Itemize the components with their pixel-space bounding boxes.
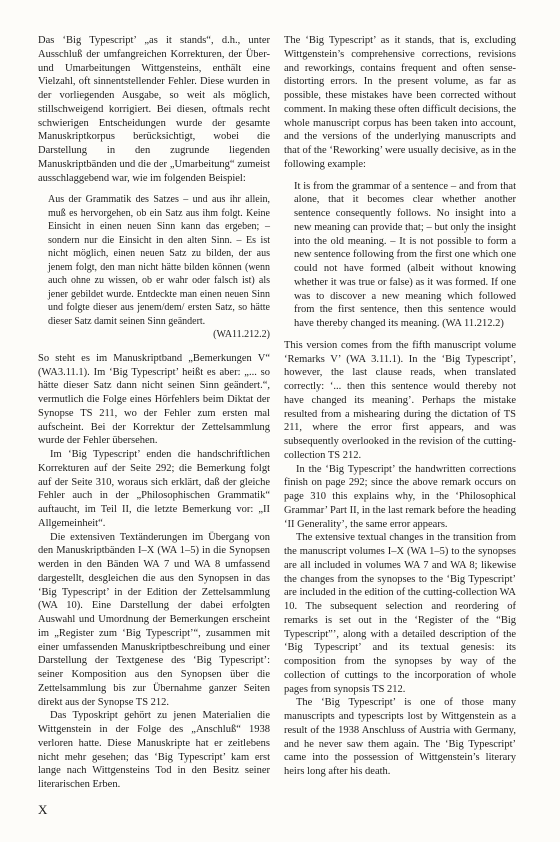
page-number: X: [38, 802, 48, 817]
german-paragraph-2: So steht es im Manuskriptband „Bemerkungen V“ (WA3.11.1). Im ‘Big Typescript’ heißt es aber: „... so hätte dieser Satz dann nicht seinen Sinn geändert.“, vermutlich die Folge eines Hörfehlers beim Diktat der Synopse TS 211, wo der Fehler zum ersten mal aufscheint. Bei der Korrektur der Zettelsammlung wurde der Fehler übersehen.: [38, 352, 270, 447]
english-paragraph-5: The ‘Big Typescript’ is one of those many manuscripts and typescripts lost by Wittgenstein as a result of the 1938 Anschluss of Austria with Germany, and he never saw them again. The ‘Big Typescript’ came into the possession of Wittgenstein’s literary heirs long after his death.: [284, 697, 516, 777]
german-block-quote: [48, 193, 270, 342]
english-block-quote: [294, 180, 516, 331]
german-quote-text: Aus der Grammatik des Satzes – und aus ihr allein, muß es hervorgehen, ob ein Satz aus ihm folgt. Keine Einsicht in einen neuen Sinn kann das ergeben; – sondern nur die Einsicht in den alten Sinn. – Es ist nicht möglich, einen neuen Satz zu bilden, der aus jenem folgt, den man nicht hätte bilden können (wenn auch ohne zu wissen, ob er wahr oder falsch ist) als jener gebildet wurde. Entdeckte man einen neuen Sinn und folgte dieser aus jenem/dem/ ersten Satz, so hätte dieser Satz damit seinen Sinn geändert.: [48, 194, 270, 327]
german-quote-reference: (WA11.212.2): [213, 329, 270, 341]
german-paragraph-5: Das Typoskript gehört zu jenen Materialien die Wittgenstein in der Folge des „Anschluß“ 1938 verloren hatte. Diese Manuskripte hat er zeitlebens nicht mehr gesehen; das ‘Big Typescript’ kam erst lange nach Wittgensteins Tod in den Besitz seiner literarischen Erben.: [38, 710, 270, 790]
english-paragraph-4: The extensive textual changes in the transition from the manuscript volumes I–X (WA 1–5) to the synopses are all included in volumes WA 7 and WA 8; likewise the changes from the synopses to the ‘Big Typescript’ are included in the edition of the cutting-collection WA 10. The subsequent selection and reordering of remarks is set out in the ‘Register of the “Big Typescript”’, along with a detailed description of the ‘Big Typescript’ and its textual genesis: its composition from the synopses by way of the collection of cuttings to the incorporation of whole pages from synopsis TS 212.: [284, 532, 516, 695]
german-paragraph-3: Im ‘Big Typescript’ enden die handschriftlichen Korrekturen auf der Seite 292; die Bemerkung folgt auf der Seite 310, woraus sich erklärt, daß der gleiche Fehler auch in der „Philosophischen Grammatik“ auftaucht, im Teil II, die letzte Bemerkung vor: „II Allgemeinheit“.: [38, 449, 270, 529]
english-quote-text: It is from the grammar of a sentence – and from that alone, that it becomes clear whether another sentence consequently follows. No insight into a new meaning can provide that; – but only the insight into the old meaning. – It is not possible to form a new sentence following from the first one which one could not have formed (albeit without knowing whether it was true or false) as it was formed. If one was to discover a new meaning which followed from the first sentence, then this sentence would have thereby changed its meaning. (WA 11.212.2): [294, 180, 516, 329]
german-paragraph-1: Das ‘Big Typescript’ „as it stands“, d.h., unter Ausschluß der umfangreichen Korrekturen, der Über- und Umarbeitungen Wittgensteins, enthält eine Vielzahl, oft sinnentstellender Fehler. Diese wurden in der vorliegenden Ausgabe, so weit als möglich, stillschweigend korrigiert. Bei diesen, oftmals recht schwierigen Entscheidungen wurde der gesamte Manuskriptkorpus berücksichtigt, wobei die Darstellung in den zugrunde liegenden Manuskriptbänden und die der „Umarbeitung“ zumeist ausschlaggebend war, wie im folgenden Beispiel:: [38, 35, 270, 184]
english-paragraph-3: In the ‘Big Typescript’ the handwritten corrections finish on page 292; since the above remark occurs on page 310 this explains why, in the ‘Philosophical Grammar’ Part II, in the last remark before the heading ‘II Generality’, the same error appears.: [284, 463, 516, 530]
german-paragraph-4: Die extensiven Textänderungen im Übergang von den Manuskriptbänden I–X (WA 1–5) in die Synopsen werden in den Bänden WA 7 und WA 8 umfassend dargestellt, desgleichen die aus den Synopsen in das ‘Big Typescript’ in der Edition der Zettelsammlung (WA 10). Eine Darstellung der dabei erfolgten Auswahl und Umordnung der Bemerkungen erscheint im „Register zum ‘Big Typescript’“, zusammen mit einer umfassenden Manuskriptbeschreibung und einer Darstellung der Textgenese des ‘Big Typescript’: seiner Komposition aus den Synopsen über die Zettelsammlung bis zur Übernahme ganzer Seiten direkt aus der Synopse TS 212.: [38, 531, 270, 708]
german-column: [38, 34, 270, 792]
english-paragraph-1: The ‘Big Typescript’ as it stands, that is, excluding Wittgenstein’s comprehensive corrections, revisions and reworkings, contains frequent and often sense-distorting errors. In the present volume, as far as possible, these mistakes have been corrected without comment. In making these often difficult decisions, the whole manuscript corpus has been taken into account, and the versions of the underlying manuscripts and that of the ‘Reworking’ were usually decisive, as in the following example:: [284, 35, 516, 170]
english-paragraph-2: This version comes from the fifth manuscript volume ‘Remarks V’ (WA 3.11.1). In the ‘Big Typescript’, however, the last clause reads, when translated correctly: ‘... then this sentence would thereby not have changed its meaning’. Perhaps the mistake resulted from a mishearing during the dictation of TS 211, where the error first appears, and was subsequently overlooked in the revision of the cutting-collection TS 212.: [284, 339, 516, 461]
english-column: [284, 34, 516, 779]
